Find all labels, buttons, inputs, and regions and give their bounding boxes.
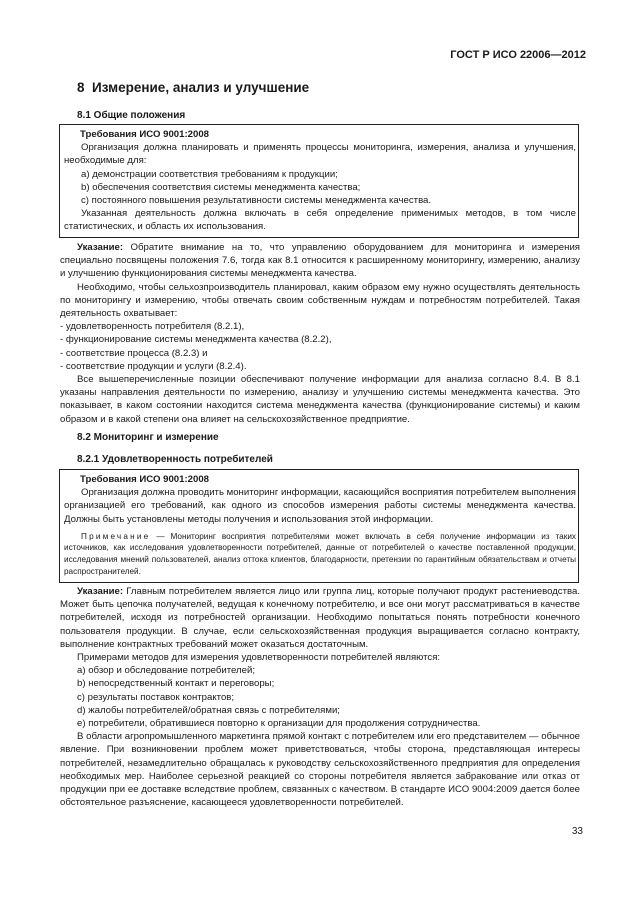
- subsection-heading-8-1: 8.1 Общие положения: [77, 110, 186, 121]
- list-item: - удовлетворенность потребителя (8.2.1),: [60, 321, 245, 333]
- body-block-8-1: [60, 241, 580, 426]
- section-number: 8: [77, 80, 85, 95]
- note-text: — Мониторинг восприятия потребителями может включать в себя получение информации из таких источников, как исследования удовлетворенности потребителей, данные от потребителей о качестве поставленной продукции, исследования мнений пользователей, анализ оттока клиентов, благодарности, претензии по гарантийным обязательствам и отчеты распространителей.: [64, 531, 576, 576]
- requirements-item: c) постоянного повышения результативности системы менеджмента качества.: [81, 195, 432, 207]
- subsection-heading-8-2-1: 8.2.1 Удовлетворенность потребителей: [77, 454, 273, 465]
- requirements-item: b) обеспечения соответствия системы менеджмента качества;: [81, 181, 361, 193]
- list-item: e) потребители, обратившиеся повторно к организации для продолжения сотрудничества.: [77, 718, 481, 730]
- note-paragraph: [64, 531, 576, 577]
- list-item: - соответствие продукции и услуги (8.2.4).: [60, 360, 247, 372]
- body-paragraph: Примерами методов для измерения удовлетворенности потребителей являются:: [77, 652, 441, 664]
- requirements-box-title: Требования ИСО 9001:2008: [80, 474, 210, 485]
- requirements-box-8-1: [59, 124, 579, 238]
- requirements-box-title: Требования ИСО 9001:2008: [80, 129, 210, 140]
- document-header-code: ГОСТ Р ИСО 22006—2012: [450, 49, 586, 61]
- requirements-text: Указанная деятельность должна включать в себя определение применимых методов, в том числе статистических, и область их использования.: [64, 208, 576, 233]
- list-item: - функционирование системы менеджмента качества (8.2.2),: [60, 334, 332, 346]
- guidance-text: Главным потребителем является лицо или группа лиц, которые получают продукт растениеводства. Может быть цепочка получателей, ведущая к конечному потребителю, и все они могут рассматриваться в качестве потребителей, исходя из потребностей организации. Необходимо попытаться понять потребности конечного пользователя продукции. В случае, если сельскохозяйственная продукция выращивается согласно контракту, выполнение контрактных требований может оказаться достаточным.: [60, 586, 580, 650]
- list-item: b) непосредственный контакт и переговоры;: [77, 678, 275, 690]
- guidance-paragraph: [60, 585, 580, 651]
- body-paragraph: Все вышеперечисленные позиции обеспечивают получение информации для анализа согласно 8.4. В 8.1 указаны направления деятельности по измерению, анализу и улучшению системы менеджмента качества. Это показывает, в каком состоянии находится система менеджмента качества (функционирование системы) и каким образом и в какой степени она влияет на сельскохозяйственное предприятие.: [60, 374, 580, 425]
- list-item: d) жалобы потребителей/обратная связь с потребителями;: [77, 704, 340, 716]
- page-number: 33: [571, 826, 583, 837]
- requirements-item: a) демонстрации соответствия требованиям к продукции;: [81, 168, 338, 180]
- body-paragraph: В области агропромышленного маркетинга прямой контакт с потребителем или его представителем — обычное явление. При возникновении проблем может приветствоваться, чтобы сторона, представляющая интересы потребителей, незамедлительно обращалась к руководству сельскохозяйственного предприятия для определения необходимых мер. Наиболее серьезной реакцией со стороны потребителя является забракование или отказ от продукции при ее доставке вследствие проблем, связанных с качеством. В стандарте ИСО 9004:2009 дается более обстоятельное разъяснение, касающееся удовлетворенности потребителей.: [60, 731, 580, 809]
- requirements-text: Организация должна проводить мониторинг информации, касающийся восприятия потребителем выполнения организацией его требований, как одного из способов измерения работы системы менеджмента качества. Должны быть установлены методы получения и использования этой информации.: [64, 487, 576, 525]
- note-label: Примечание: [81, 531, 151, 541]
- section-heading: [77, 80, 309, 95]
- body-block-8-2-1: [60, 585, 580, 809]
- list-item: a) обзор и обследование потребителей;: [77, 665, 256, 677]
- guidance-label: Указание:: [77, 242, 124, 253]
- guidance-text: Обратите внимание на то, что управлению оборудованием для мониторинга и измерения специально посвящены положения 7.6, тогда как 8.1 относится к расширенному мониторингу, измерению, анализу и улучшению функционирования системы менеджмента качества.: [60, 242, 580, 280]
- body-paragraph: Необходимо, чтобы сельхозпроизводитель планировал, каким образом ему нужно осуществлять деятельность по мониторингу и измерению, чтобы отвечать своим собственным нуждам и потребностям потребителей. Такая деятельность охватывает:: [60, 281, 580, 320]
- list-item: - соответствие процесса (8.2.3) и: [60, 347, 208, 359]
- guidance-paragraph: [60, 241, 580, 281]
- subsection-heading-8-2: 8.2 Мониторинг и измерение: [77, 432, 219, 443]
- guidance-label: Указание:: [77, 586, 124, 597]
- requirements-text: Организация должна планировать и применять процессы мониторинга, измерения, анализа и улучшения, необходимые для:: [64, 142, 576, 167]
- list-item: c) результаты поставок контрактов;: [77, 691, 235, 703]
- requirements-box-8-2-1: [59, 469, 579, 583]
- section-title: Измерение, анализ и улучшение: [92, 80, 310, 95]
